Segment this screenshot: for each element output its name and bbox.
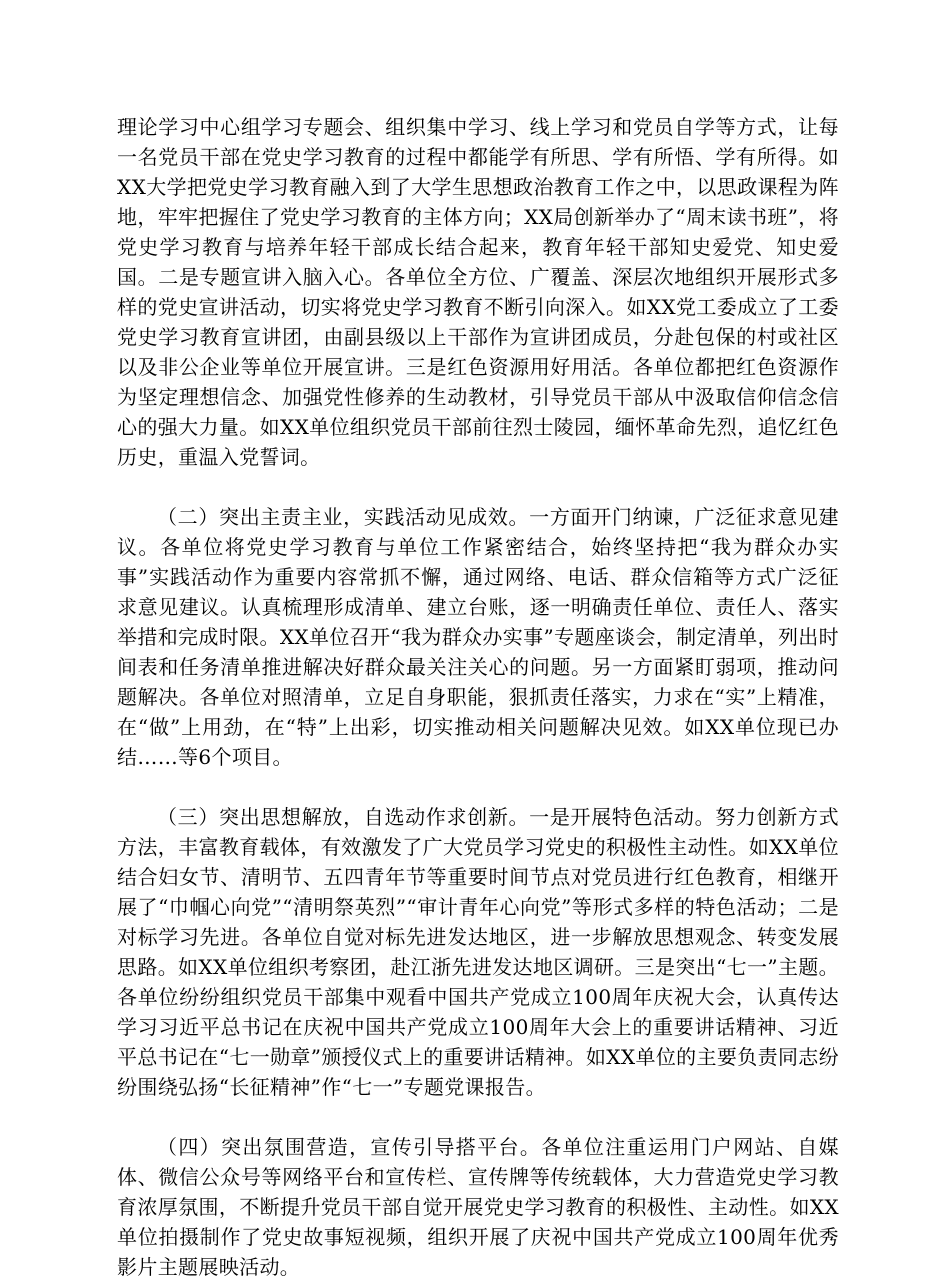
paragraph-gap <box>117 772 839 802</box>
paragraph-section-3: （三）突出思想解放，自选动作求创新。一是开展特色活动。努力创新方式方法，丰富教育载体，有效激发了广大党员学习党史的积极性主动性。如XX单位结合妇女节、清明节、五四青年节等重要时间节点对党员进行红色教育，相继开展了“巾帼心向党”“清明祭英烈”“审计青年心向党”等形式多样的特色活动；二是对标学习先进。各单位自觉对标先进发达地区，进一步解放思想观念、转变发展思路。如XX单位组织考察团，赴江浙先进发达地区调研。三是突出“七一”主题。各单位纷纷组织党员干部集中观看中国共产党成立100周年庆祝大会，认真传达学习习近平总书记在庆祝中国共产党成立100周年大会上的重要讲话精神、习近平总书记在“七一勋章”颁授仪式上的重要讲话精神。如XX单位的主要负责同志纷纷围绕弘扬“长征精神”作“七一”专题党课报告。 <box>117 805 839 1099</box>
paragraph-continued-study-methods: 理论学习中心组学习专题会、组织集中学习、线上学习和党员自学等方式，让每一名党员干部在党史学习教育的过程中都能学有所思、学有所悟、学有所得。如XX大学把党史学习教育融入到了大学生思想政治教育工作之中，以思政课程为阵地，牢牢把握住了党史学习教育的主体方向；XX局创新举办了“周末读书班”，将党史学习教育与培养年轻干部成长结合起来，教育年轻干部知史爱党、知史爱国。二是专题宣讲入脑入心。各单位全方位、广覆盖、深层次地组织开展形式多样的党史宣讲活动，切实将党史学习教育不断引向深入。如XX党工委成立了工委党史学习教育宣讲团，由副县级以上干部作为宣讲团成员，分赴包保的村或社区以及非公企业等单位开展宣讲。三是红色资源用好用活。各单位都把红色资源作为坚定理想信念、加强党性修养的生动教材，引导党员干部从中汲取信仰信念信心的强大力量。如XX单位组织党员干部前往烈士陵园，缅怀革命先烈，追忆红色历史，重温入党誓词。 <box>117 115 839 469</box>
paragraph-gap <box>117 1102 839 1132</box>
paragraph-section-2: （二）突出主责主业，实践活动见成效。一方面开门纳谏，广泛征求意见建议。各单位将党史学习教育与单位工作紧密结合，始终坚持把“我为群众办实事”实践活动作为重要内容常抓不懈，通过网络、电话、群众信箱等方式广泛征求意见建议。认真梳理形成清单、建立台账，逐一明确责任单位、责任人、落实举措和完成时限。XX单位召开“我为群众办实事”专题座谈会，制定清单，列出时间表和任务清单推进解决好群众最关注关心的问题。另一方面紧盯弱项，推动问题解决。各单位对照清单，立足自身职能，狠抓责任落实，力求在“实”上精准，在“做”上用劲，在“特”上出彩，切实推动相关问题解决见效。如XX单位现已办结……等6个项目。 <box>117 505 839 769</box>
paragraph-gap <box>117 472 839 502</box>
paragraph-section-4: （四）突出氛围营造，宣传引导搭平台。各单位注重运用门户网站、自媒体、微信公众号等网络平台和宣传栏、宣传牌等传统载体，大力营造党史学习教育浓厚氛围，不断提升党员干部自觉开展党史学习教育的积极性、主动性。如XX单位拍摄制作了党史故事短视频，组织开展了庆祝中国共产党成立100周年优秀影片主题展映活动。 <box>117 1135 839 1279</box>
document-body <box>117 112 839 1282</box>
